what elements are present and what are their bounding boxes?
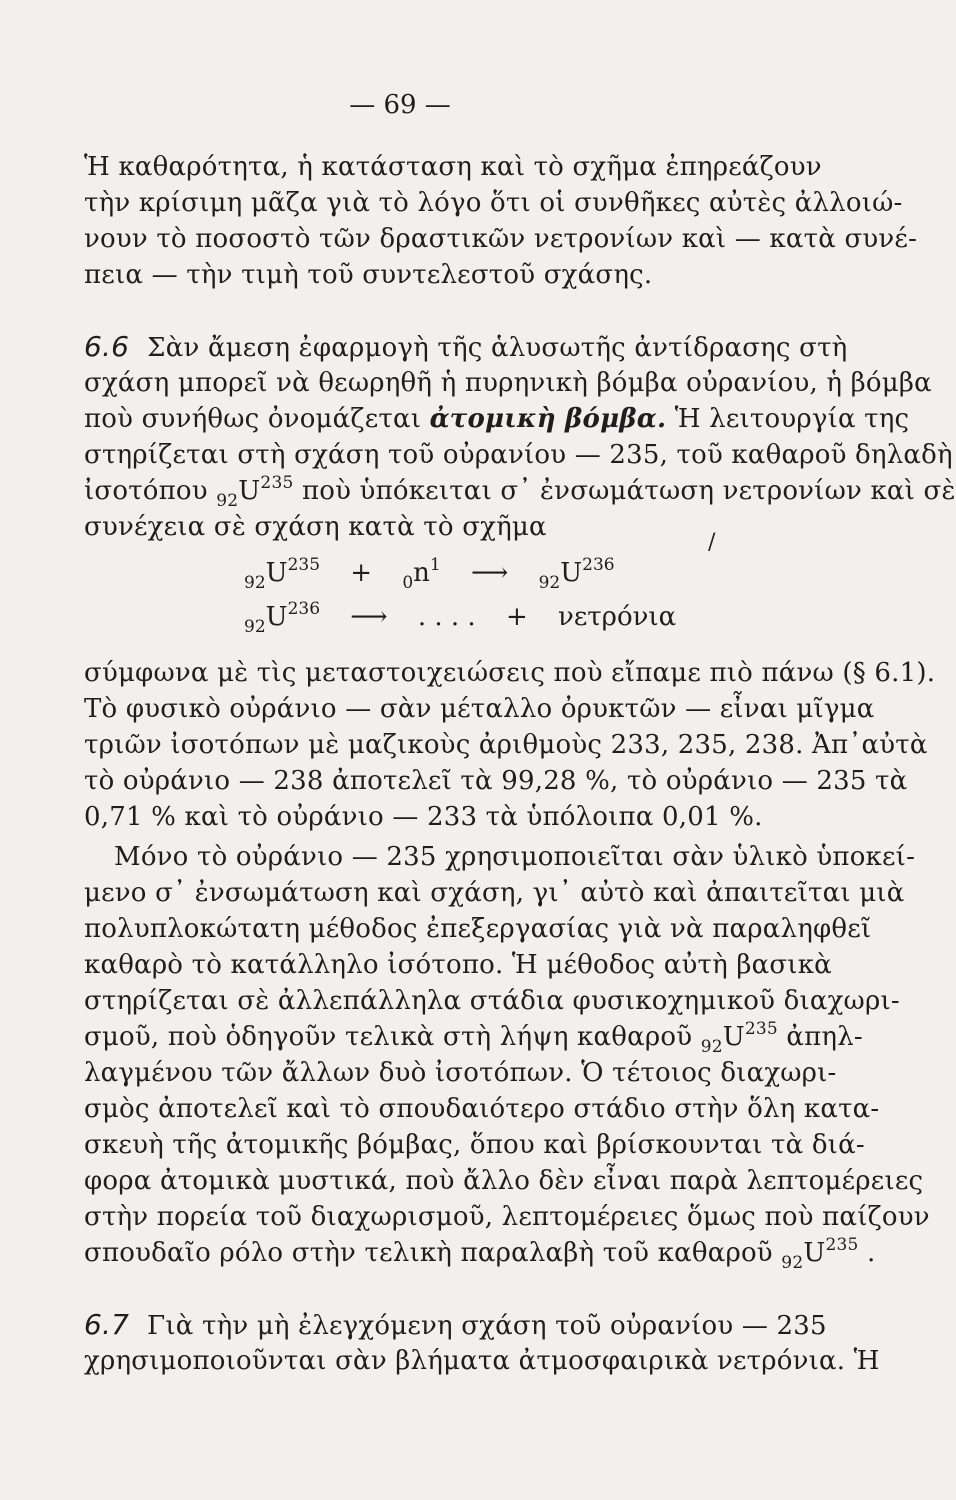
equation-1: $_{92}U^{235} + _0n^1$ ⟶ $_{92}U^{236}$ xyxy=(244,555,615,593)
para3-line-2: μενο σ᾿ ἐνσωμάτωση καὶ σχάση, γι᾿ αὐτὸ καὶ ἀπαιτεῖται μιὰ xyxy=(84,878,905,908)
section-number-6-6: 6.6 xyxy=(84,330,130,363)
para2-line-2: Τὸ φυσικὸ οὐράνιο — σὰν μέταλλο ὀρυκτῶν — εἶναι μῖγμα xyxy=(84,694,875,724)
equation-2: $_{92}U^{236}$ ⟶ . . . . + νετρόνια xyxy=(244,599,677,637)
para2-line-4: τὸ οὐράνιο — 238 ἀποτελεῖ τὰ 99,28 %, τὸ οὐράνιο — 235 τὰ xyxy=(84,766,908,796)
para3-line-6: σμοῦ, ποὺ ὁδηγοῦν τελικὰ στὴ λήψη καθαροῦ $_{92}U^{235}$ ἀπηλ- xyxy=(84,1019,863,1057)
isotope-u235: $_{92}U^{235}$ xyxy=(781,1235,859,1273)
stray-mark: / xyxy=(708,530,716,555)
section-6-6-line-1: 6.6 Σὰν ἄμεση ἐφαρμογὴ τῆς ἁλυσωτῆς ἀντίδρασης στὴ xyxy=(84,330,848,363)
para1-line-1: Ἡ καθαρότητα, ἡ κατάσταση καὶ τὸ σχῆμα ἐπηρεάζουν xyxy=(84,152,822,182)
emphasis-atomic-bomb: ἀτομικὴ βόμβα. xyxy=(429,404,667,434)
para3-line-7: λαγμένου τῶν ἄλλων δυὸ ἰσοτόπων. Ὁ τέτοιος διαχωρι- xyxy=(84,1058,837,1088)
para3-line-3: πολυπλοκώτατη μέθοδος ἐπεξεργασίας γιὰ νὰ παραληφθεῖ xyxy=(84,914,872,944)
section-6-6-line-5: ἰσοτόπου $_{92}U^{235}$ ποὺ ὑπόκειται σ᾿ ἐνσωμάτωση νετρονίων καὶ σὲ xyxy=(84,473,956,511)
para2-line-3: τριῶν ἰσοτόπων μὲ μαζικοὺς ἀριθμοὺς 233, 235, 238. Ἀπ᾿αὐτὰ xyxy=(84,730,928,760)
section-6-7-line-2: χρησιμοποιοῦνται σὰν βλήματα ἀτμοσφαιρικὰ νετρόνια. Ἡ xyxy=(84,1346,880,1376)
section-6-7-line-1: 6.7 Γιὰ τὴν μὴ ἐλεγχόμενη σχάση τοῦ οὐρανίου — 235 xyxy=(84,1308,827,1341)
para2-line-1: σύμφωνα μὲ τὶς μεταστοιχειώσεις ποὺ εἴπαμε πιὸ πάνω (§ 6.1). xyxy=(84,658,936,688)
section-6-6-line-3: ποὺ συνήθως ὀνομάζεται ἀτομικὴ βόμβα. Ἡ λειτουργία της xyxy=(84,404,910,434)
section-6-6-line-2: σχάση μπορεῖ νὰ θεωρηθῆ ἡ πυρηνικὴ βόμβα οὐρανίου, ἡ βόμβα xyxy=(84,368,932,398)
isotope-u235: $_{92}U^{235}$ xyxy=(700,1019,778,1057)
para2-line-5: 0,71 % καὶ τὸ οὐράνιο — 233 τὰ ὑπόλοιπα 0,01 %. xyxy=(84,802,763,832)
section-6-6-line-4: στηρίζεται στὴ σχάση τοῦ οὐρανίου — 235, τοῦ καθαροῦ δηλαδὴ xyxy=(84,440,953,470)
section-6-6-line-6: συνέχεια σὲ σχάση κατὰ τὸ σχῆμα xyxy=(84,512,547,542)
para3-line-10: φορα ἀτομικὰ μυστικά, ποὺ ἄλλο δὲν εἶναι παρὰ λεπτομέρειες xyxy=(84,1166,924,1196)
para3-line-12: σπουδαῖο ρόλο στὴν τελικὴ παραλαβὴ τοῦ καθαροῦ $_{92}U^{235}$ . xyxy=(84,1235,876,1273)
para3-line-9: σκευὴ τῆς ἀτομικῆς βόμβας, ὅπου καὶ βρίσκουνται τὰ διά- xyxy=(84,1130,865,1160)
para1-line-3: νουν τὸ ποσοστὸ τῶν δραστικῶν νετρονίων καὶ — κατὰ συνέ- xyxy=(84,224,918,254)
isotope-u235: $_{92}U^{235}$ xyxy=(216,473,294,511)
para3-line-11: στὴν πορεία τοῦ διαχωρισμοῦ, λεπτομέρειες ὅμως ποὺ παίζουν xyxy=(84,1202,930,1232)
para3-line-4: καθαρὸ τὸ κατάλληλο ἰσότοπο. Ἡ μέθοδος αὐτὴ βασικὰ xyxy=(84,950,832,980)
para1-line-2: τὴν κρίσιμη μᾶζα γιὰ τὸ λόγο ὅτι οἱ συνθῆκες αὐτὲς ἀλλοιώ- xyxy=(84,188,903,218)
para1-line-4: πεια — τὴν τιμὴ τοῦ συντελεστοῦ σχάσης. xyxy=(84,260,653,290)
para3-line-8: σμὸς ἀποτελεῖ καὶ τὸ σπουδαιότερο στάδιο στὴν ὅλη κατα- xyxy=(84,1094,880,1124)
page-number: — 69 — xyxy=(349,90,451,120)
section-number-6-7: 6.7 xyxy=(84,1308,130,1341)
para3-line-5: στηρίζεται σὲ ἀλλεπάλληλα στάδια φυσικοχημικοῦ διαχωρι- xyxy=(84,986,900,1016)
para3-line-1: Μόνο τὸ οὐράνιο — 235 χρησιμοποιεῖται σὰν ὑλικὸ ὑποκεί- xyxy=(114,842,916,872)
